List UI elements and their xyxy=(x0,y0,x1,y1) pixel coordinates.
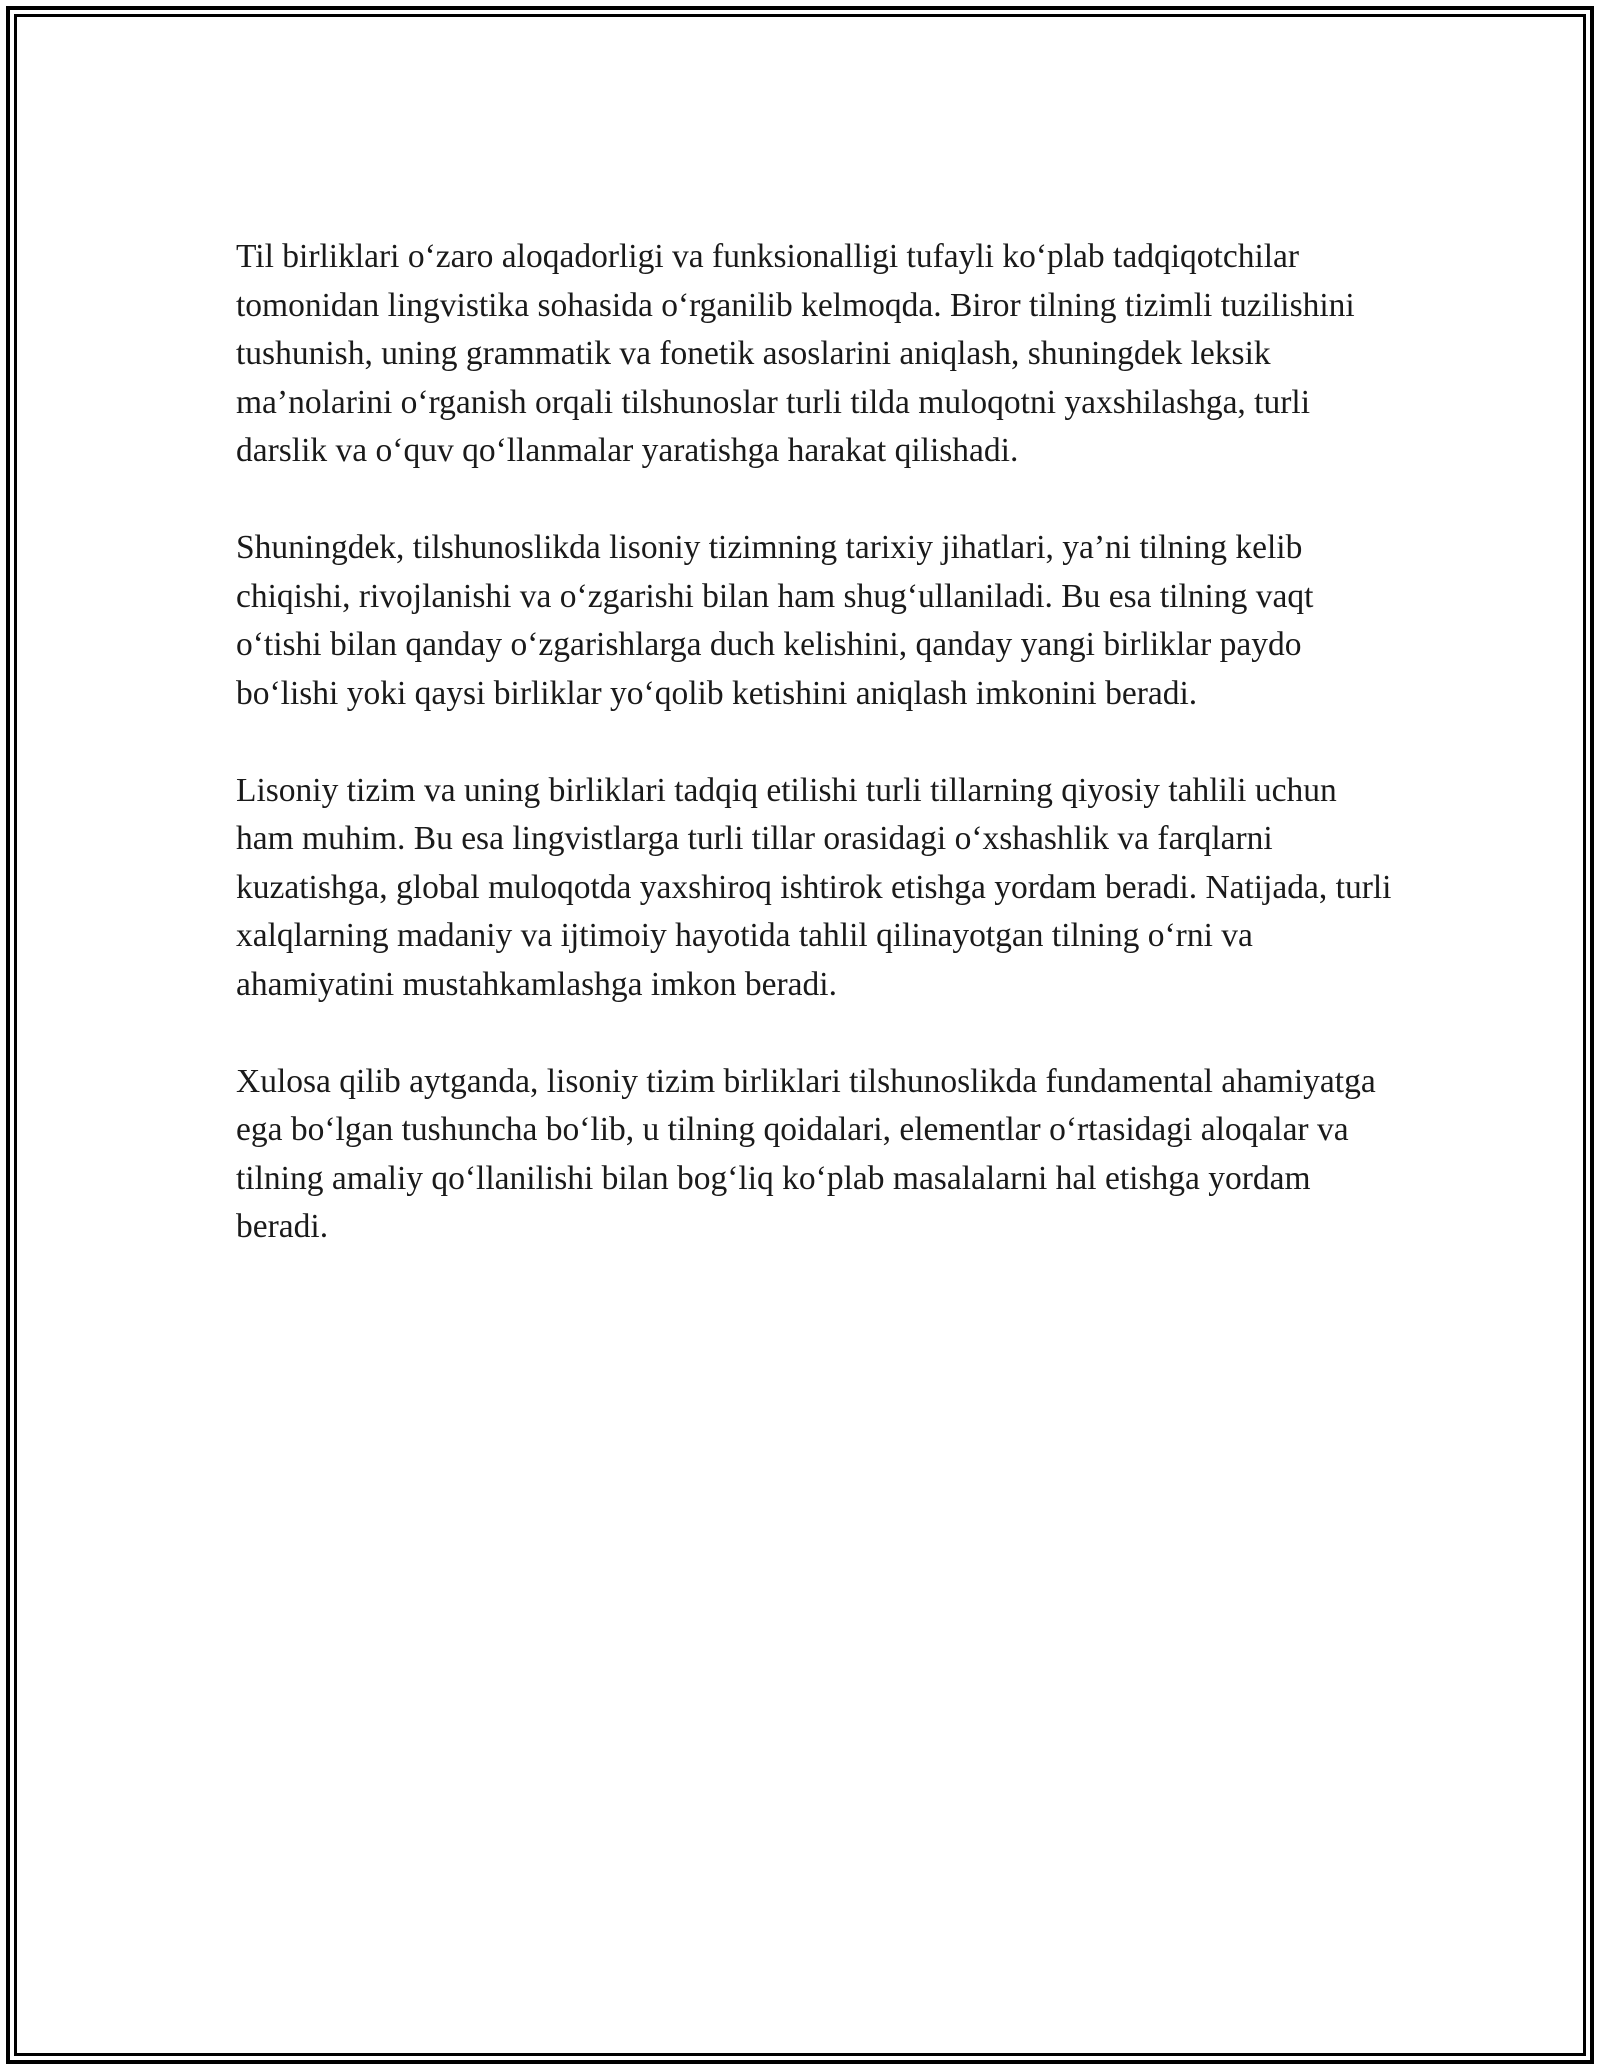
paragraph-4: Xulosa qilib aytganda, lisoniy tizim birliklari tilshunoslikda fundamental ahamiyatga ega bo‘lgan tushuncha bo‘lib, u tilning qoidalari, elementlar o‘rtasidagi aloqalar va tilning amaliy qo‘llanilishi bilan bog‘liq ko‘plab masalalarni hal etishga yordam beradi. xyxy=(236,1062,1376,1245)
paragraph-1: Til birliklari o‘zaro aloqadorligi va funksionalligi tufayli ko‘plab tadqiqotchilar tomonidan lingvistika sohasida o‘rganilib kelmoqda. Biror tilning tizimli tuzilishini tushunish, uning grammatik va fonetik asoslarini aniqlash, shuningdek leksik ma’nolarini o‘rganish orqali tilshunoslar turli tilda muloqotni yaxshilashga, turli darslik va o‘quv qo‘llanmalar yaratishga harakat qilishadi. xyxy=(236,238,1355,469)
paragraph-2: Shuningdek, tilshunoslikda lisoniy tizimning tarixiy jihatlari, ya’ni tilning kelib chiqishi, rivojlanishi va o‘zgarishi bilan ham shug‘ullaniladi. Bu esa tilning vaqt o‘tishi bilan qanday o‘zgarishlarga duch kelishini, qanday yangi birliklar paydo bo‘lishi yoki qaysi birliklar yo‘qolib ketishini aniqlash imkonini beradi. xyxy=(236,529,1314,712)
document-body xyxy=(236,233,1396,1252)
paragraph-3: Lisoniy tizim va uning birliklari tadqiq etilishi turli tillarning qiyosiy tahlili uchun ham muhim. Bu esa lingvistlarga turli tillar orasidagi o‘xshashlik va farqlarni kuzatishga, global muloqotda yaxshiroq ishtirok etishga yordam beradi. Natijada, turli xalqlarning madaniy va ijtimoiy hayotida tahlil qilinayotgan tilning o‘rni va ahamiyatini mustahkamlashga imkon beradi. xyxy=(236,771,1392,1003)
